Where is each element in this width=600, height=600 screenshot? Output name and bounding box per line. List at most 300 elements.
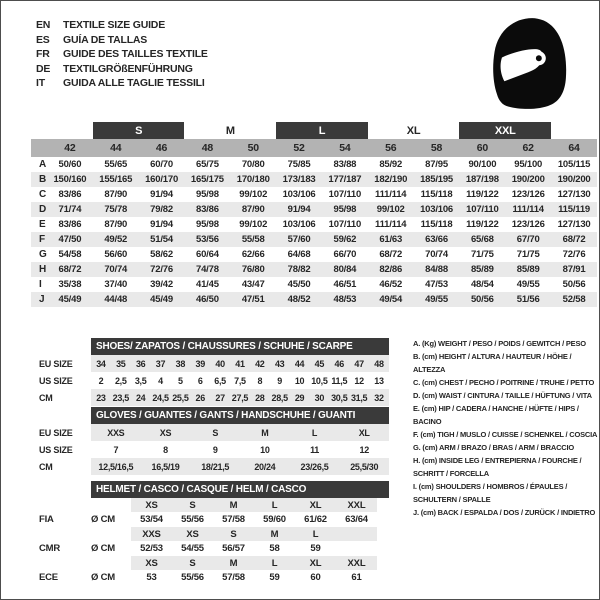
measurement-cell: 53/56: [184, 232, 230, 247]
language-title: TEXTILGRÖßENFÜHRUNG: [63, 62, 193, 75]
gloves-size-table: [36, 407, 389, 475]
row-values: [131, 570, 377, 585]
legend-item: J. (cm) BACK / ESPALDA / DOS / ZURÜCK / INDIETRO: [413, 508, 596, 517]
value-cell: 23,5: [112, 392, 129, 403]
size-group-label: XL: [406, 124, 421, 137]
measurement-row: [31, 262, 597, 277]
measurement-cell: 119/122: [466, 189, 499, 200]
measurement-cell: 72/76: [562, 249, 586, 260]
measurement-cell: 71/74: [47, 202, 93, 217]
value-cell: 60: [310, 572, 321, 583]
value-cell: 53: [146, 572, 157, 583]
value-cell: XL: [358, 427, 370, 438]
measurement-row: [31, 247, 597, 262]
row-letter: D: [31, 202, 47, 217]
value-cell: 6: [197, 375, 203, 386]
value-cell: 27: [215, 392, 225, 403]
helmet-size-row: [36, 556, 389, 570]
legend-item: H. (cm) INSIDE LEG / ENTREPIERNA / FOURCHE / SCHRITT / FORCELLA: [413, 456, 582, 478]
measurement-cell: 91/94: [276, 202, 322, 217]
value-cell: 11,5: [331, 375, 348, 386]
helmet-size-table: [36, 481, 389, 585]
size-row: [36, 441, 389, 458]
numeric-size-cell: 60: [459, 139, 505, 157]
measurement-cell: 177/187: [322, 172, 368, 187]
measurement-cell: 107/110: [328, 189, 362, 200]
helmet-value-row: [36, 512, 389, 527]
measurement-cell: 99/102: [239, 219, 268, 230]
measurement-cell: 37/40: [104, 279, 128, 290]
measurement-cell: 48/52: [276, 292, 322, 307]
measurement-cell: 70/74: [93, 262, 139, 277]
value-cell: 2,5: [114, 375, 127, 386]
numeric-size-cell: 56: [368, 139, 414, 157]
value-cell: 10: [260, 444, 270, 455]
row-values: [131, 556, 377, 570]
measurement-cell: 85/89: [459, 262, 505, 277]
size-row: [36, 424, 389, 441]
measurement-cell: 55/58: [230, 232, 276, 247]
value-cell: 37: [155, 358, 166, 369]
measurement-cell: 60/70: [150, 159, 173, 170]
value-cell: XXS: [107, 427, 125, 438]
value-cell: 23: [96, 392, 106, 403]
measurement-cell: 115/118: [420, 189, 453, 200]
row-values: [131, 527, 377, 541]
measurement-cell: 107/110: [328, 219, 362, 230]
measurement-cell: 49/55: [414, 292, 460, 307]
language-code: DE: [36, 62, 51, 75]
value-cell: 44: [294, 358, 305, 369]
size-cell: XXL: [347, 557, 366, 569]
language-title: GUÍA DE TALLAS: [63, 33, 148, 46]
measurement-cell: 41/45: [196, 279, 219, 290]
measurement-cell: 65/68: [459, 232, 505, 247]
measurement-cell: 78/82: [276, 262, 322, 277]
language-title: TEXTILE SIZE GUIDE: [63, 19, 165, 31]
value-cell: 30: [314, 392, 325, 403]
row-label: US SIZE: [39, 375, 73, 386]
measurement-cell: 91/94: [150, 219, 173, 230]
measurement-cell: 99/102: [239, 189, 268, 200]
size-letter-row: [31, 122, 597, 139]
size-cell: S: [189, 499, 196, 511]
measurement-cell: 75/78: [93, 202, 139, 217]
measurement-cell: 99/102: [368, 202, 414, 217]
numeric-size-cell: 54: [322, 139, 368, 157]
row-letter: C: [39, 189, 47, 200]
measurement-cell: 67/70: [505, 232, 551, 247]
measurement-cell: 190/200: [551, 172, 597, 187]
value-cell: 25,5: [172, 392, 189, 403]
value-cell: 57/58: [222, 514, 245, 525]
size-group-label: S: [93, 122, 185, 139]
measurement-cell: 103/106: [282, 189, 316, 200]
size-cell: M: [229, 499, 238, 511]
measurement-cell: 87/90: [230, 202, 276, 217]
measurement-cell: 51/54: [139, 232, 185, 247]
language-code: FR: [36, 48, 50, 60]
size-cell: L: [271, 557, 278, 569]
value-cell: 24,5: [152, 392, 169, 403]
measurement-cell: 165/175: [184, 172, 230, 187]
value-cell: 12: [354, 375, 364, 386]
language-title: GUIDA ALLE TAGLIE TESSILI: [63, 77, 205, 89]
measurement-cell: 111/114: [375, 219, 407, 230]
measurement-cell: 87/90: [104, 189, 128, 200]
size-cell: XL: [309, 499, 322, 511]
measurement-cell: 48/54: [470, 279, 494, 290]
value-cell: 46: [334, 358, 344, 369]
row-label: CM: [39, 392, 53, 403]
measurement-cell: 115/119: [551, 202, 597, 217]
measurement-cell: 65/75: [196, 159, 219, 170]
measurement-cell: 70/80: [241, 159, 265, 170]
measurement-cell: 87/91: [551, 262, 597, 277]
numeric-size-cell: 62: [505, 139, 551, 157]
value-cell: 59: [269, 572, 280, 583]
size-cell: S: [189, 557, 196, 569]
measurement-cell: 50/56: [562, 279, 586, 290]
measurement-cell: 182/190: [368, 172, 414, 187]
size-group-label: L: [276, 122, 368, 139]
measurement-cell: 87/90: [104, 219, 128, 230]
value-cell: 61/62: [304, 514, 327, 525]
measurement-cell: 52/58: [551, 292, 597, 307]
measurement-row: [31, 172, 597, 187]
value-cell: 28: [255, 392, 265, 403]
numeric-size-cell: 58: [414, 139, 460, 157]
measurement-cell: 56/60: [104, 249, 128, 260]
size-row: [36, 355, 389, 372]
measurement-cell: 46/52: [379, 279, 403, 290]
row-letter: I: [39, 279, 42, 290]
helmet-table-title: HELMET / CASCO / CASQUE / HELM / CASCO: [91, 481, 389, 498]
value-cell: 34: [96, 358, 106, 369]
value-cell: 8: [163, 444, 168, 455]
measurement-cell: 68/72: [379, 249, 403, 260]
value-cell: 25,5/30: [350, 461, 379, 472]
row-label: EU SIZE: [39, 427, 73, 438]
measurement-cell: 54/58: [58, 249, 82, 260]
measurement-cell: 68/72: [551, 232, 597, 247]
numeric-size-cell: 50: [230, 139, 276, 157]
row-values: [91, 389, 389, 406]
value-cell: 47: [354, 358, 364, 369]
value-cell: 43: [274, 358, 285, 369]
measurement-cell: 107/110: [459, 202, 505, 217]
empty-cell: [47, 122, 93, 139]
measurement-cell: 95/98: [196, 189, 219, 200]
measurement-row: [31, 187, 597, 202]
value-cell: 36: [135, 358, 146, 369]
gloves-table-title: GLOVES / GUANTES / GANTS / HANDSCHUHE / GUANTI: [91, 407, 389, 424]
measurement-cell: 49/54: [368, 292, 414, 307]
language-row: [36, 33, 208, 48]
language-title-list: [36, 18, 208, 91]
value-cell: 54/55: [181, 543, 204, 554]
value-cell: 30,5: [331, 392, 348, 403]
size-group-label: XXL: [459, 122, 551, 139]
measurement-cell: 61/63: [368, 232, 414, 247]
unit-cell: Ø CM: [91, 543, 116, 554]
value-cell: 8: [257, 375, 263, 386]
measurement-cell: 115/118: [420, 219, 453, 230]
helmet-icon: [488, 15, 570, 113]
row-values: [91, 424, 389, 441]
measurement-cell: 72/76: [139, 262, 185, 277]
numeric-size-row: [31, 139, 597, 157]
value-cell: 11: [310, 444, 319, 455]
numeric-size-cell: 48: [184, 139, 230, 157]
measurement-cell: 150/160: [47, 172, 93, 187]
value-cell: M: [261, 427, 269, 438]
language-code: ES: [36, 33, 50, 46]
helmet-size-row: [36, 527, 389, 541]
value-cell: 56/57: [222, 543, 245, 554]
measurement-cell: 68/72: [47, 262, 93, 277]
size-row: [36, 372, 389, 389]
value-cell: 10,5: [311, 375, 328, 386]
measurement-cell: 47/51: [230, 292, 276, 307]
numeric-size-cell: 42: [47, 139, 93, 157]
measurement-cell: 84/88: [414, 262, 460, 277]
value-cell: 29: [294, 392, 305, 403]
size-cell: XL: [309, 557, 322, 569]
measurement-cell: 71/75: [516, 249, 540, 260]
value-cell: 57/58: [222, 572, 245, 583]
value-cell: 7,5: [234, 375, 246, 386]
measurement-cell: 83/86: [184, 202, 230, 217]
measurement-cell: 185/195: [414, 172, 460, 187]
legend-item: D. (cm) WAIST / CINTURA / TAILLE / HÜFTUNG / VITA: [413, 391, 592, 400]
value-cell: 40: [215, 358, 225, 369]
row-values: [131, 541, 377, 556]
value-cell: 55/56: [181, 514, 204, 525]
measurement-cell: 63/66: [414, 232, 460, 247]
helmet-value-row: [36, 541, 389, 556]
value-cell: 3,5: [134, 375, 147, 386]
legend-item: C. (cm) CHEST / PECHO / POITRINE / TRUHE / PETTO: [413, 378, 595, 387]
row-values: [91, 355, 389, 372]
row-letter: J: [31, 292, 47, 307]
value-cell: 23/26,5: [300, 461, 329, 472]
value-cell: 59: [310, 543, 321, 554]
measurement-row: [31, 157, 597, 172]
value-cell: 61: [351, 572, 362, 583]
measurement-cell: 111/114: [505, 202, 551, 217]
shoes-table-title: SHOES/ ZAPATOS / CHAUSSURES / SCHUHE / SCARPE: [91, 338, 389, 355]
measurement-cell: 66/70: [333, 249, 357, 260]
measurement-cell: 82/86: [368, 262, 414, 277]
measurement-cell: 76/80: [230, 262, 276, 277]
row-letter: A: [39, 159, 47, 170]
value-cell: 45: [314, 358, 325, 369]
measurement-cell: 59/62: [322, 232, 368, 247]
measurement-cell: 111/114: [375, 189, 407, 200]
shoes-size-table: [36, 338, 389, 406]
measurement-cell: 75/85: [287, 159, 311, 170]
measurement-cell: 127/130: [557, 189, 591, 200]
value-cell: 32: [374, 392, 384, 403]
measurement-cell: 155/165: [93, 172, 139, 187]
row-letter: H: [31, 262, 47, 277]
measurement-cell: 190/200: [505, 172, 551, 187]
measurement-cell: 173/183: [276, 172, 322, 187]
legend-item: G. (cm) ARM / BRAZO / BRAS / ARM / BRACCIO: [413, 443, 575, 452]
value-cell: S: [212, 427, 219, 438]
measurement-cell: 83/86: [58, 219, 82, 230]
language-title: GUIDE DES TAILLES TEXTILE: [63, 48, 208, 60]
value-cell: 52/53: [140, 543, 163, 554]
value-cell: 12: [359, 444, 369, 455]
value-cell: 59/60: [263, 514, 286, 525]
value-cell: 53/54: [140, 514, 163, 525]
measurement-legend: [413, 337, 600, 519]
helmet-size-row: [36, 498, 389, 512]
measurement-cell: 47/53: [425, 279, 448, 290]
value-cell: 58: [269, 543, 280, 554]
language-code: IT: [36, 77, 45, 89]
measurement-cell: 46/51: [333, 279, 357, 290]
row-label: EU SIZE: [39, 358, 73, 369]
measurement-cell: 85/92: [379, 159, 403, 170]
measurement-row: [31, 217, 597, 232]
measurement-cell: 48/53: [322, 292, 368, 307]
size-cell: XXL: [347, 499, 366, 511]
measurement-cell: 160/170: [139, 172, 185, 187]
measurement-cell: 70/74: [425, 249, 448, 260]
measurement-cell: 85/89: [505, 262, 551, 277]
measurement-cell: 103/106: [414, 202, 460, 217]
value-cell: 24: [135, 392, 146, 403]
measurement-cell: 45/50: [287, 279, 311, 290]
value-cell: L: [311, 427, 318, 438]
value-cell: 20/24: [254, 461, 276, 472]
measurement-cell: 47/50: [47, 232, 93, 247]
measurement-cell: 39/42: [150, 279, 173, 290]
measurement-cell: 80/84: [322, 262, 368, 277]
value-cell: 4: [158, 375, 163, 386]
size-cell: XS: [145, 557, 158, 569]
size-group-label: M: [225, 124, 235, 137]
measurement-cell: 58/62: [150, 249, 173, 260]
value-cell: 18/21,5: [201, 461, 230, 472]
row-values: [91, 372, 389, 389]
measurement-cell: 35/38: [58, 279, 82, 290]
measurement-cell: 62/66: [241, 249, 265, 260]
unit-cell: Ø CM: [91, 514, 116, 525]
value-cell: 41: [235, 358, 245, 369]
standard-label: CMR: [39, 543, 61, 554]
legend-item: A. (Kg) WEIGHT / PESO / POIDS / GEWITCH / PESO: [413, 339, 586, 348]
measurement-cell: 95/100: [514, 159, 543, 170]
legend-item: F. (cm) TIGH / MUSLO / CUISSE / SCHENKEL / COSCIA: [413, 430, 598, 439]
measurement-cell: 90/100: [468, 159, 497, 170]
measurement-row: [31, 232, 597, 247]
size-cell: S: [230, 528, 237, 540]
value-cell: 5: [178, 375, 183, 386]
measurement-cell: 44/48: [93, 292, 139, 307]
value-cell: 13: [374, 375, 384, 386]
legend-item: B. (cm) HEIGHT / ALTURA / HAUTEUR / HÖHE / ALTEZZA: [413, 352, 572, 374]
measurement-cell: 57/60: [276, 232, 322, 247]
measurement-cell: 55/65: [104, 159, 128, 170]
measurement-cell: 83/86: [58, 189, 82, 200]
helmet-value-row: [36, 570, 389, 585]
value-cell: XS: [159, 427, 172, 438]
size-cell: XXS: [142, 528, 161, 540]
measurement-cell: 95/98: [322, 202, 368, 217]
measurement-cell: 46/50: [184, 292, 230, 307]
value-cell: 10: [294, 375, 305, 386]
measurement-cell: 105/115: [557, 159, 591, 170]
row-letter: G: [39, 249, 47, 260]
size-row: [36, 458, 389, 475]
value-cell: 26: [195, 392, 205, 403]
measurement-row: [31, 277, 597, 292]
numeric-size-cell: 52: [276, 139, 322, 157]
row-letter: B: [31, 172, 47, 187]
value-cell: 6,5: [214, 375, 226, 386]
measurement-cell: 95/98: [196, 219, 219, 230]
row-letter: E: [39, 219, 46, 230]
measurement-cell: 91/94: [150, 189, 173, 200]
empty-cell: [31, 139, 47, 157]
value-cell: 42: [255, 358, 265, 369]
measurement-row: [31, 202, 597, 217]
value-cell: 9: [212, 444, 218, 455]
value-cell: 27,5: [231, 392, 249, 403]
measurement-cell: 79/82: [139, 202, 185, 217]
numeric-size-cell: 44: [93, 139, 139, 157]
value-cell: 9: [277, 375, 283, 386]
numeric-size-cell: 64: [551, 139, 597, 157]
value-cell: 55/56: [181, 572, 204, 583]
value-cell: 35: [116, 358, 126, 369]
measurement-cell: 83/88: [333, 159, 357, 170]
size-row: [36, 389, 389, 406]
row-values: [91, 458, 389, 475]
corner-cell: [31, 122, 47, 139]
standard-label: FIA: [39, 514, 54, 525]
measurement-cell: 119/122: [466, 219, 499, 230]
measurement-cell: 187/198: [459, 172, 505, 187]
language-code: EN: [36, 19, 51, 31]
numeric-size-cell: 46: [139, 139, 185, 157]
measurement-cell: 71/75: [470, 249, 494, 260]
language-row: [36, 47, 208, 62]
measurement-cell: 170/180: [230, 172, 276, 187]
measurement-cell: 45/49: [47, 292, 93, 307]
size-cell: XS: [145, 499, 158, 511]
value-cell: 12,5/16,5: [98, 461, 134, 472]
measurement-cell: 50/60: [58, 159, 82, 170]
measurement-cell: 49/55: [516, 279, 540, 290]
legend-item: E. (cm) HIP / CADERA / HANCHE / HÜFTE / HIPS / BACINO: [413, 404, 579, 426]
measurement-cell: 43/47: [241, 279, 265, 290]
measurement-cell: 123/126: [511, 219, 545, 230]
value-cell: 31,5: [350, 392, 368, 403]
value-cell: 28,5: [271, 392, 288, 403]
measurement-cell: 51/56: [505, 292, 551, 307]
size-cell: XS: [186, 528, 199, 540]
language-row: [36, 76, 208, 91]
measurement-cell: 74/78: [184, 262, 230, 277]
measurement-cell: 50/56: [459, 292, 505, 307]
size-cell: M: [270, 528, 279, 540]
measurement-cell: 87/95: [425, 159, 448, 170]
